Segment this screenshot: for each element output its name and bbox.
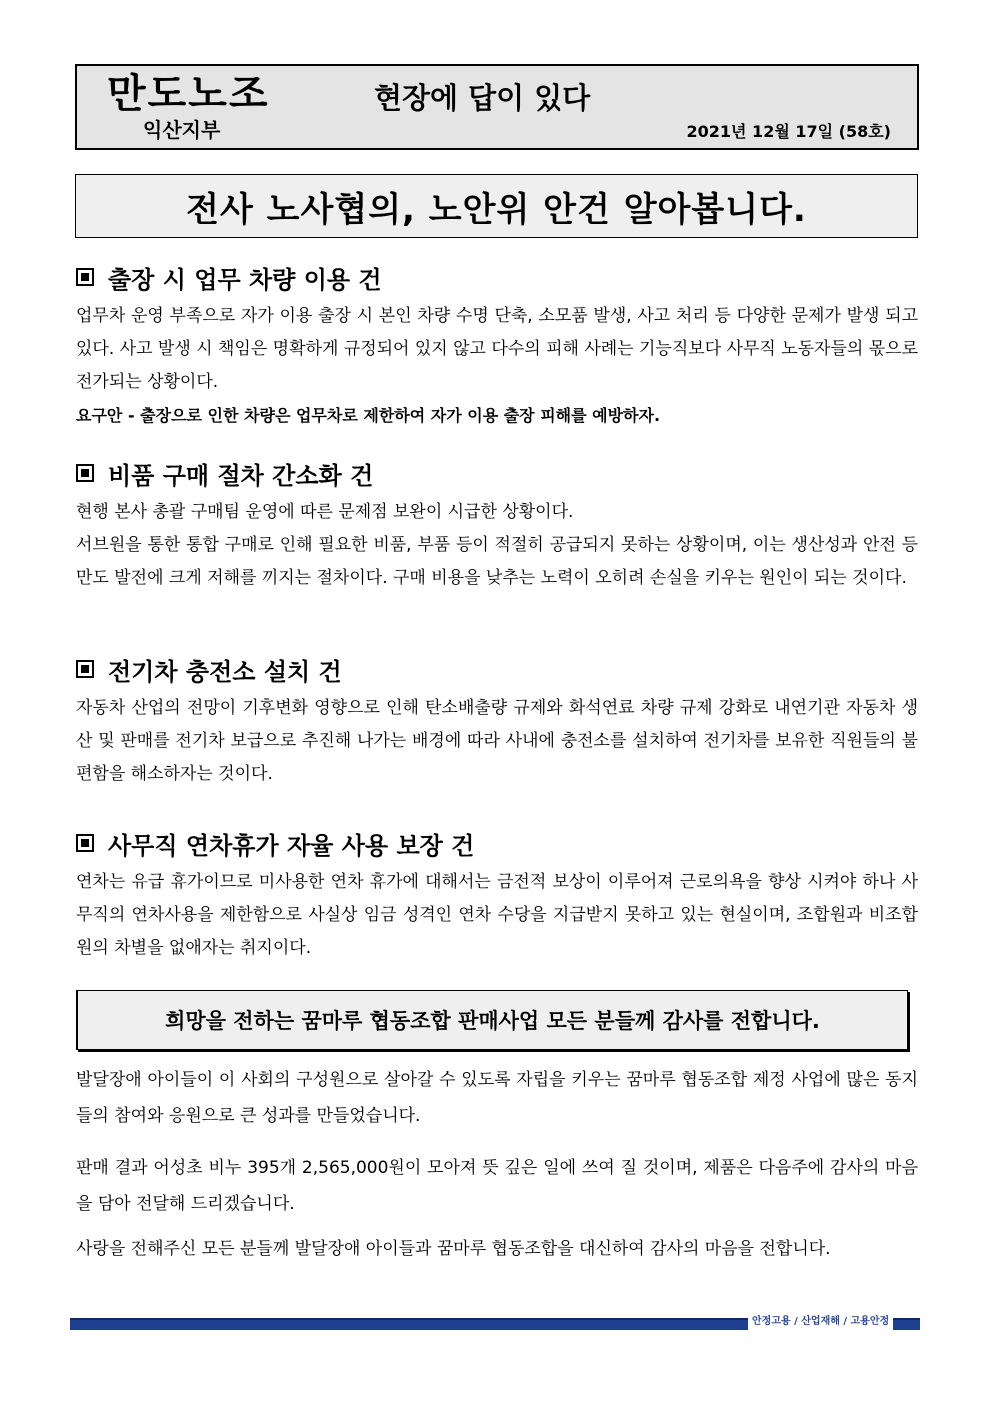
section-body: 자동차 산업의 전망이 기후변화 영향으로 인해 탄소배출량 규제와 화석연료 차량 규제 강화로 내연기관 자동차 생산 및 판매를 전기차 보급으로 추진해 나가는 배경에 따라 사내에 충전소를 설치하여 전기차를 보유한 직원들의 불편함을 해소하자는 것이다. [76, 698, 918, 784]
branch-name: 익산지부 [143, 118, 221, 142]
closing-paragraph: 발달장애 아이들이 이 사회의 구성원으로 살아갈 수 있도록 자립을 키우는 꿈마루 협동조합 제정 사업에 많은 동지들의 참여와 응원으로 큰 성과를 만들었습니다. [76, 1070, 918, 1126]
square-bullet-icon [76, 464, 94, 482]
square-bullet-icon [76, 660, 94, 678]
section-heading [76, 262, 918, 292]
square-bullet-icon [76, 268, 94, 286]
section-title: 비품 구매 절차 간소화 건 [108, 461, 374, 490]
thanks-banner: 희망을 전하는 꿈마루 협동조합 판매사업 모든 분들께 감사를 전합니다. [76, 990, 908, 1050]
section-body: 연차는 유급 휴가이므로 미사용한 연차 휴가에 대해서는 금전적 보상이 이루어져 근로의욕을 향상 시켜야 하나 사무직의 연차사용을 제한함으로 사실상 임금 성격인 연차 수당을 지급받지 못하고 있는 현실이며, 조합원과 비조합원의 차별을 없애자는 취지이다. [76, 872, 918, 958]
section-annual-leave [76, 828, 918, 965]
section-title: 사무직 연차휴가 자율 사용 보장 건 [108, 831, 475, 860]
closing-paragraph: 판매 결과 어성초 비누 395개 2,565,000원이 모아져 뜻 깊은 일에 쓰여 질 것이며, 제품은 다음주에 감사의 마음을 담아 전달해 드리겠습니다. [76, 1158, 918, 1214]
section-title: 출장 시 업무 차량 이용 건 [108, 265, 382, 294]
section-heading [76, 654, 918, 684]
demand-text: 요구안 - 출장으로 인한 차량은 업무차로 제한하여 자가 이용 출장 피해를 예방하자. [76, 406, 661, 425]
section-ev-charging [76, 654, 918, 791]
square-bullet-icon [76, 834, 94, 852]
section-heading [76, 458, 918, 488]
headline: 전사 노사협의, 노안위 안건 알아봅니다. [75, 174, 918, 238]
section-title: 전기차 충전소 설치 건 [108, 657, 342, 686]
section-body: 현행 본사 총괄 구매팀 운영에 따른 문제점 보완이 시급한 상황이다. [76, 502, 574, 522]
section-business-vehicle [76, 262, 918, 432]
section-body: 서브원을 통한 통합 구매로 인해 필요한 비품, 부품 등이 적절히 공급되지 못하는 상황이며, 이는 생산성과 안전 등 만도 발전에 크게 저해를 끼지는 절차이다. 구매 비용을 낮추는 노력이 오히려 손실을 키우는 원인이 되는 것이다. [76, 535, 918, 588]
union-name: 만도노조 [107, 71, 270, 117]
closing-paragraph: 사랑을 전해주신 모든 분들께 발달장애 아이들과 꿈마루 협동조합을 대신하여 감사의 마음을 전합니다. [76, 1239, 831, 1259]
masthead [75, 64, 919, 150]
section-body: 업무차 운영 부족으로 자가 이용 출장 시 본인 차량 수명 단축, 소모품 발생, 사고 처리 등 다양한 문제가 발생 되고 있다. 사고 발생 시 책임은 명확하게 규정되어 있지 않고 다수의 피해 사례는 기능직보다 사무직 노동자들의 몫으로 전가되는 상황이다. [76, 306, 918, 392]
section-heading [76, 828, 918, 858]
slogan: 현장에 답이 있다 [374, 81, 591, 115]
issue-date: 2021년 12월 17일 (58호) [686, 122, 891, 141]
section-purchasing [76, 458, 918, 595]
footer-tag: 안정고용 / 산업재해 / 고용안정 [748, 1314, 893, 1330]
